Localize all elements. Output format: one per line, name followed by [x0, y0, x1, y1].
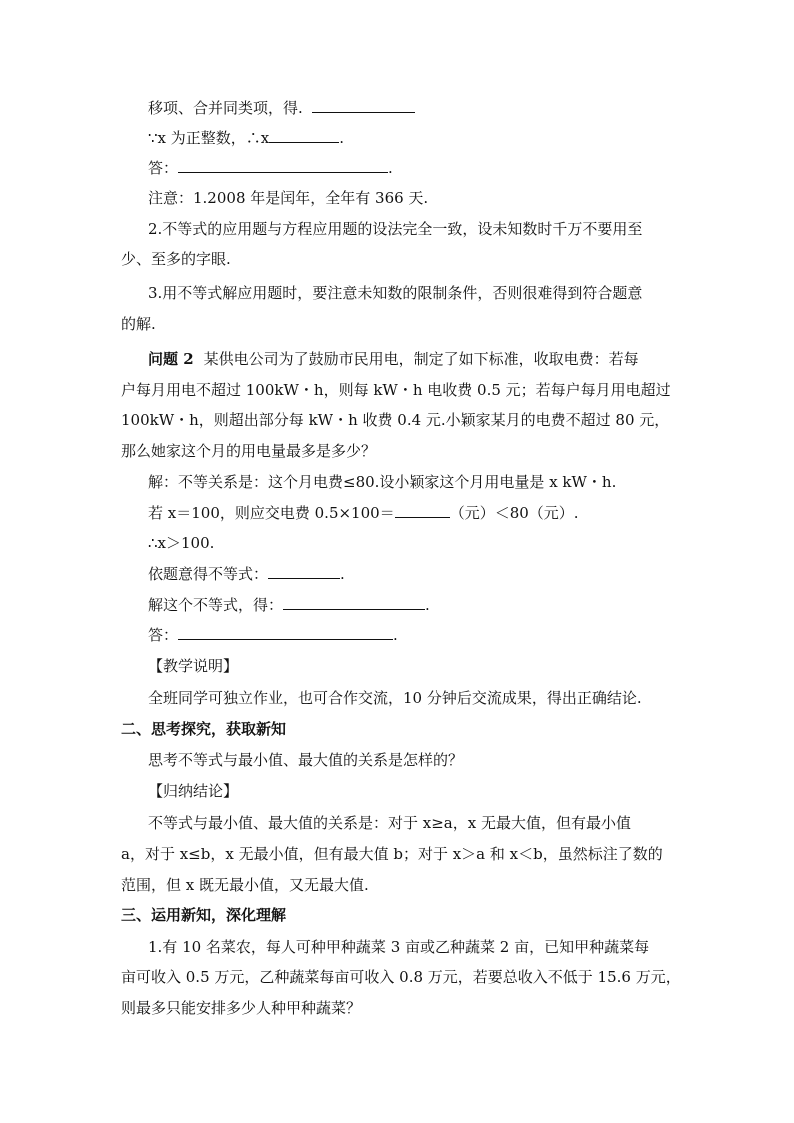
- solution-line: 答： .: [148, 626, 398, 644]
- section-note-heading: 【归纳结论】: [148, 782, 239, 800]
- exercise-line: 1.有 10 名菜农，每人可种甲种蔬菜 3 亩或乙种蔬菜 2 亩，已知甲种蔬菜每: [148, 938, 650, 956]
- line-text: 移项、合并同类项，得.: [148, 99, 303, 117]
- exercise-line: 亩可收入 0.5 万元，乙种蔬菜每亩可收入 0.8 万元，若要总收入不低于 15.6 万元，: [121, 968, 681, 986]
- text-line: 思考不等式与最小值、最大值的关系是怎样的？: [148, 751, 464, 769]
- section-heading: 二、思考探究，获取新知: [121, 720, 287, 738]
- text-line: ∵x 为正整数，∴x .: [148, 129, 345, 147]
- answer-blank: [268, 564, 340, 579]
- line-text: 答：: [148, 159, 179, 177]
- solution-line: 解：不等关系是：这个月电费≤80.设小颖家这个月用电量是 x kW・h.: [148, 473, 617, 491]
- text-line: 全班同学可独立作业，也可合作交流，10 分钟后交流成果，得出正确结论.: [148, 689, 642, 707]
- text-line: [148, 98, 415, 118]
- text-line: a，对于 x≤b，x 无最小值，但有最大值 b；对于 x＞a 和 x＜b，虽然标注了数的: [121, 845, 663, 863]
- line-text: 答：: [148, 626, 179, 644]
- note-line: 注意：1.2008 年是闰年，全年有 366 天.: [148, 189, 429, 207]
- line-text: ∵x 为正整数，∴x: [148, 129, 270, 147]
- answer-blank: [283, 595, 425, 610]
- section-note-heading: 【教学说明】: [148, 657, 239, 675]
- note-line: 2.不等式的应用题与方程应用题的设法完全一致，设未知数时千万不要用至: [148, 220, 643, 238]
- text-line: 不等式与最小值、最大值的关系是：对于 x≥a，x 无最大值，但有最小值: [148, 814, 631, 832]
- exercise-line: 则最多只能安排多少人种甲种蔬菜？: [121, 999, 362, 1017]
- problem-line: 那么她家这个月的用电量最多是多少？: [121, 442, 377, 460]
- text-line: 答： .: [148, 159, 393, 177]
- answer-blank: [178, 625, 393, 640]
- note-line: 的解.: [121, 315, 156, 333]
- solution-line: 依题意得不等式： .: [148, 565, 345, 583]
- answer-blank: [312, 98, 415, 113]
- note-line: 3.用不等式解应用题时，要注意未知数的限制条件，否则很难得到符合题意: [148, 284, 643, 302]
- solution-line: 若 x＝100，则应交电费 0.5×100＝ （元）＜80（元）.: [148, 504, 579, 522]
- section-heading: 三、运用新知，深化理解: [121, 906, 287, 924]
- solution-line: 解这个不等式，得： .: [148, 596, 430, 614]
- line-text: 某供电公司为了鼓励市民用电，制定了如下标准，收取电费：若每: [203, 350, 639, 368]
- solution-line: ∴x＞100.: [148, 534, 215, 552]
- problem-line: 100kW・h，则超出部分每 kW・h 收费 0.4 元.小颖家某月的电费不超过 80 元，: [121, 411, 670, 429]
- line-text: 解这个不等式，得：: [148, 596, 284, 614]
- problem-line: 户每月用电不超过 100kW・h，则每 kW・h 电收费 0.5 元；若每户每月用电超过: [121, 381, 671, 399]
- answer-blank: [395, 503, 450, 518]
- answer-blank: [178, 158, 388, 173]
- problem-label: 问题 2: [148, 350, 194, 368]
- note-line: 少、至多的字眼.: [121, 250, 231, 268]
- answer-blank: [269, 128, 339, 143]
- text-line: 范围，但 x 既无最小值，又无最大值.: [121, 876, 369, 894]
- line-text: 依题意得不等式：: [148, 565, 269, 583]
- line-text: 若 x＝100，则应交电费 0.5×100＝: [148, 504, 395, 522]
- problem-line: [148, 349, 639, 369]
